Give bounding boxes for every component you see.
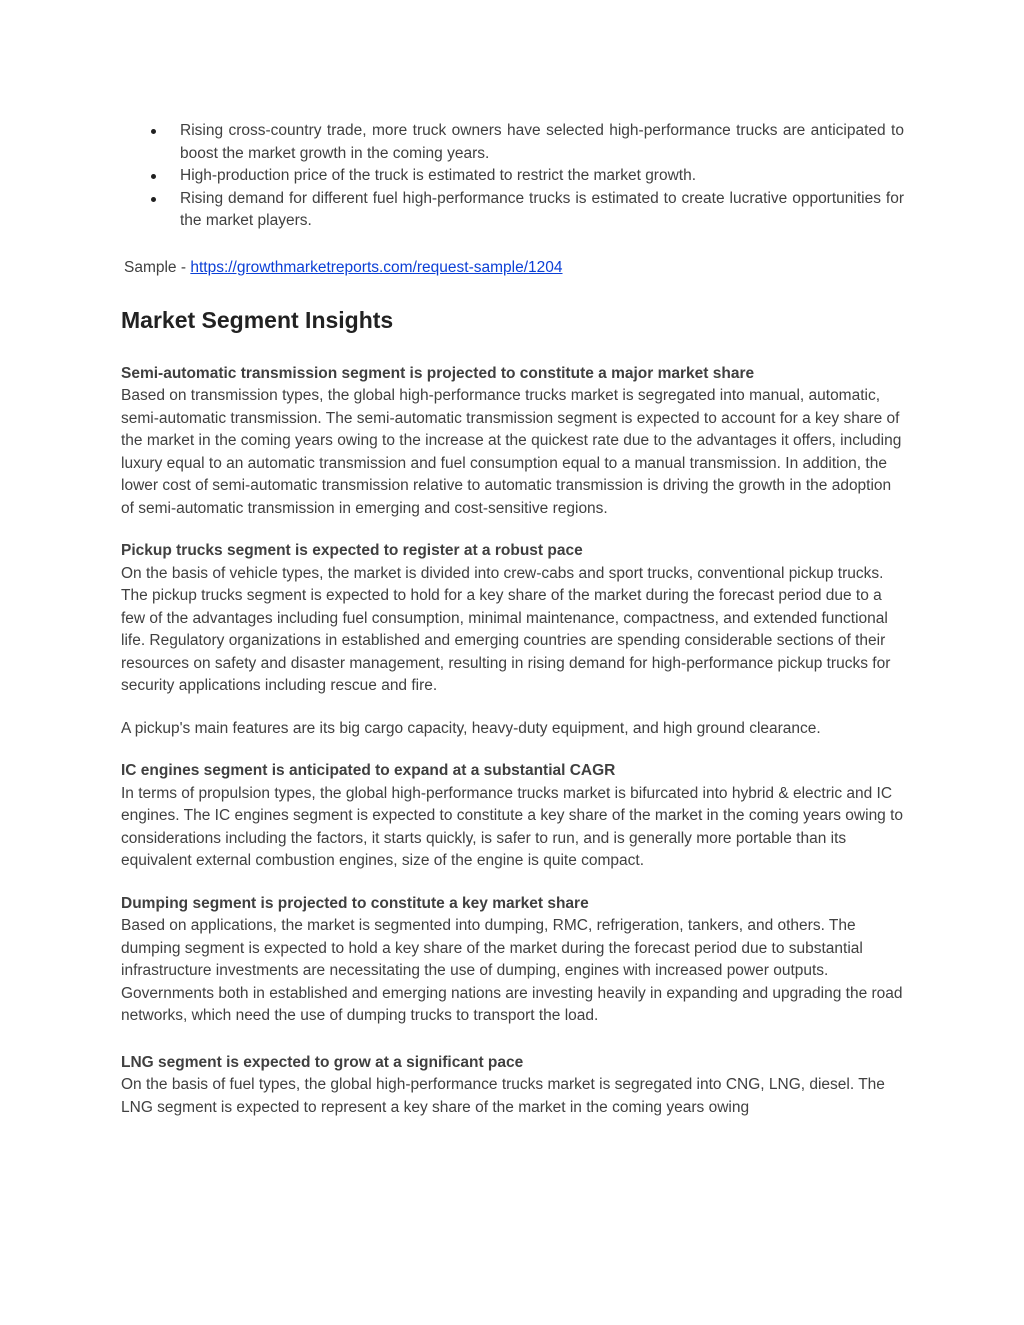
segment-transmission (121, 363, 904, 521)
segment-vehicle-type (121, 540, 904, 698)
section-heading: Market Segment Insights (121, 306, 394, 333)
segment-title: Pickup trucks segment is expected to register at a robust pace (121, 542, 583, 559)
segment-title: LNG segment is expected to grow at a significant pace (121, 1053, 524, 1071)
document-page (121, 120, 904, 1119)
bullet-text: High-production price of the truck is estimated to restrict the market growth. (180, 167, 697, 184)
segment-body: Based on transmission types, the global high-performance trucks market is segregated into manual, automatic, semi-automatic transmission. The semi-automatic transmission segment is expected to account for a key share of the market in the coming years owing to the increase at the quickest rate due to the advantages it offers, including luxury equal to an automatic transmission and fuel consumption equal to a manual transmission. In addition, the lower cost of semi-automatic transmission relative to automatic transmission is driving the growth in the adoption of semi-automatic transmission in emerging and cost-sensitive regions. (121, 387, 902, 517)
bullet-item (121, 165, 904, 188)
bullet-icon (151, 129, 156, 134)
sample-link[interactable]: https://growthmarketreports.com/request-sample/1204 (190, 258, 563, 276)
bullet-icon (151, 174, 156, 179)
segment-title: IC engines segment is anticipated to expand at a substantial CAGR (121, 762, 616, 779)
segment-body: Based on applications, the market is segmented into dumping, RMC, refrigeration, tankers, and others. The dumping segment is expected to hold a key share of the market during the forecast period due to substantial infrastructure investments are necessitating the use of dumping, engines with increased power outputs. Governments both in established and emerging nations are investing heavily in expanding and upgrading the road networks, which need the use of dumping trucks to transport the load. (121, 917, 903, 1024)
bullet-text: Rising cross-country trade, more truck owners have selected high-performance trucks are anticipated to boost the market growth in the coming years. (180, 122, 904, 162)
segment-body: In terms of propulsion types, the global high-performance trucks market is bifurcated into hybrid & electric and IC engines. The IC engines segment is expected to constitute a key share of the market in the coming years owing to considerations including the factors, it starts quickly, is safer to run, and is generally more portable than its equivalent external combustion engines, size of the engine is quite compact. (121, 784, 904, 869)
sample-line (121, 257, 904, 279)
segment-application (121, 893, 904, 1028)
pickup-note: A pickup's main features are its big cargo capacity, heavy-duty equipment, and high ground clearance. (121, 719, 821, 737)
segment-title: Dumping segment is projected to constitute a key market share (121, 894, 589, 912)
segment-body: On the basis of vehicle types, the market is divided into crew-cabs and sport trucks, conventional pickup trucks. The pickup trucks segment is expected to hold for a key share of the market during the forecast period due to a few of the advantages including fuel consumption, minimal maintenance, compactness, and extended functional life. Regulatory organizations in established and emerging countries are spending considerable sections of their resources on safety and disaster management, resulting in rising demand for high-performance pickup trucks for security applications including rescue and fire. (121, 564, 891, 694)
bullet-icon (151, 197, 156, 202)
bullet-list (121, 120, 904, 233)
segment-title: Semi-automatic transmission segment is projected to constitute a major market share (121, 364, 755, 382)
segment-body: On the basis of fuel types, the global high-performance trucks market is segregated into CNG, LNG, diesel. The LNG segment is expected to represent a key share of the market in the coming years owing (121, 1076, 885, 1116)
segment-fuel-type (121, 1052, 904, 1120)
bullet-item (121, 120, 904, 165)
segment-propulsion (121, 760, 904, 873)
bullet-text: Rising demand for different fuel high-performance trucks is estimated to create lucrative opportunities for the market players. (180, 189, 904, 229)
bullet-item (121, 188, 904, 233)
sample-label: Sample - (124, 258, 191, 276)
